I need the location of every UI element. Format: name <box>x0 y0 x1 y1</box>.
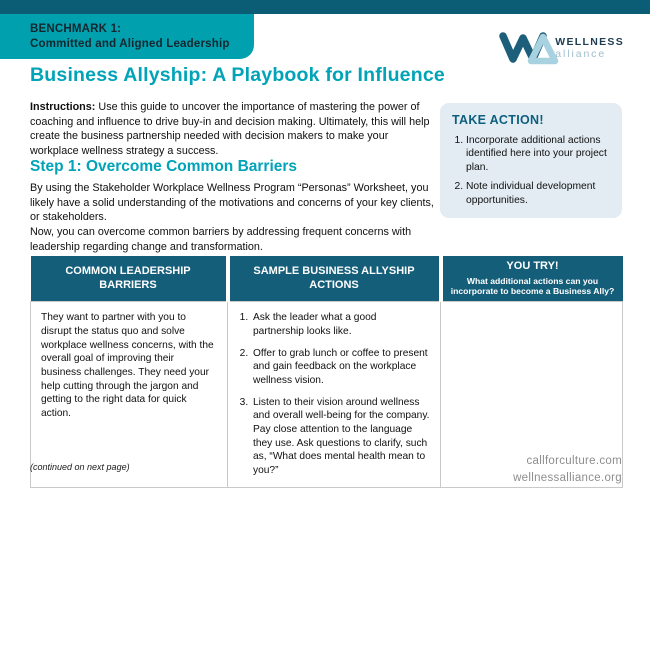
top-strip <box>0 0 650 14</box>
header-sample-business-allyship-actions: SAMPLE BUSINESS ALLYSHIP ACTIONS <box>228 256 441 302</box>
barrier-cell <box>31 302 228 487</box>
take-action-title: TAKE ACTION! <box>452 113 544 127</box>
header-common-leadership-barriers: COMMON LEADERSHIP BARRIERS <box>31 256 228 302</box>
you-try-title: YOU TRY! <box>506 260 559 272</box>
continued-note: (continued on next page) <box>30 462 130 472</box>
benchmark-banner <box>0 14 254 59</box>
logo-wordmark <box>555 36 624 60</box>
action-item: 1. Ask the leader what a good partnership looks like. <box>251 311 430 338</box>
logo-wellness-text: WELLNESS <box>555 36 624 48</box>
step1-body-line1: By using the Stakeholder Workplace Wellness Program “Personas” Worksheet, you likely have a solid understanding of the motivations and concerns of your key clients, or stakeholders. <box>30 182 434 224</box>
header-you-try <box>441 256 623 302</box>
action-item: 2. Offer to grab lunch or coffee to present and gain feedback on the workplace wellness vision. <box>251 347 430 388</box>
take-action-box <box>440 103 622 218</box>
instructions-paragraph <box>30 100 434 159</box>
wellness-alliance-logo <box>497 28 624 68</box>
logo-alliance-text: alliance <box>555 48 607 60</box>
instructions-text: Use this guide to uncover the importance of mastering the power of coaching and influence to drive buy-in and decision making. Ultimately, this will help create the business partnership needed with decision makers to make your workplace wellness strategy a success. <box>30 101 430 158</box>
action-item: 3. Listen to their vision around wellness and overall well-being for the company. Pay close attention to the language they use. Ask questions to clarify, such as, “What does mental health mean to you?” <box>251 396 430 478</box>
instructions-label: Instructions: <box>30 101 96 113</box>
benchmark-title: Committed and Aligned Leadership <box>30 37 230 50</box>
benchmark-label: BENCHMARK 1: <box>30 22 122 35</box>
step1-body-line2: Now, you can overcome common barriers by addressing frequent concerns with leadership regarding change and transformation. <box>30 226 412 253</box>
actions-list <box>238 311 430 477</box>
table-header-row <box>31 256 623 302</box>
wa-logo-icon <box>497 28 559 68</box>
page-title: Business Allyship: A Playbook for Influence <box>30 64 445 86</box>
barrier-text: They want to partner with you to disrupt the status quo and solve workplace wellness concerns, with the overall goal of improving their business challenges. They need your help cutting through the jargon and getting to the right data for quick action. <box>41 312 214 419</box>
actions-cell <box>228 302 441 487</box>
footer-links <box>513 453 622 486</box>
you-try-subtitle: What additional actions can you incorporate to become a Business Ally? <box>450 275 615 297</box>
take-action-item: 1. Incorporate additional actions identified here into your project plan. <box>466 134 610 174</box>
take-action-list <box>452 134 610 207</box>
footer-link-wellnessalliance[interactable]: wellnessalliance.org <box>513 471 622 484</box>
take-action-item: 2. Note individual development opportunities. <box>466 180 610 207</box>
footer-link-callforculture[interactable]: callforculture.com <box>526 455 622 467</box>
step1-heading: Step 1: Overcome Common Barriers <box>30 158 298 175</box>
step1-body <box>30 181 444 254</box>
